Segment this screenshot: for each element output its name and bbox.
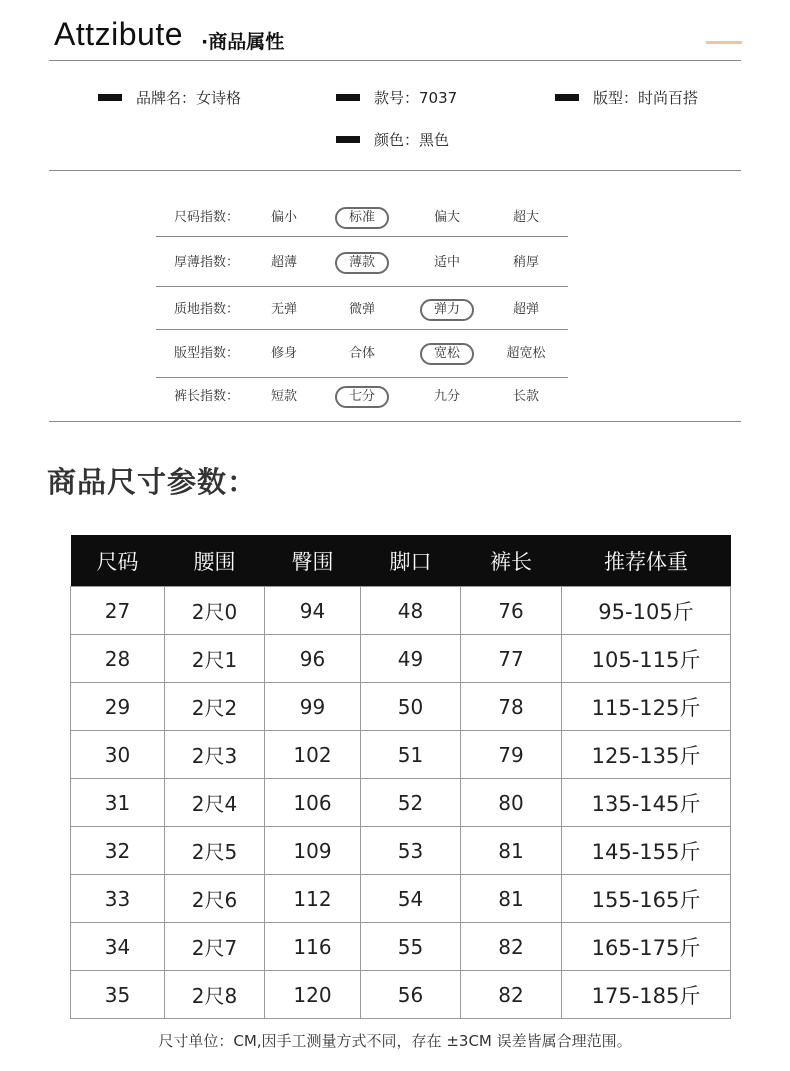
index-option-selected <box>329 375 395 419</box>
index-option <box>493 196 559 240</box>
table-row <box>71 587 731 635</box>
table-cell: 125-135斤 <box>562 731 731 779</box>
index-label: 版型指数： <box>174 346 240 361</box>
index-option <box>251 375 317 419</box>
table-cell: 2尺5 <box>165 827 265 875</box>
table-cell: 145-155斤 <box>562 827 731 875</box>
index-label: 厚薄指数： <box>174 255 240 270</box>
index-row <box>156 332 568 376</box>
table-cell: 106 <box>265 779 361 827</box>
table-cell: 155-165斤 <box>562 875 731 923</box>
table-cell: 82 <box>461 923 562 971</box>
index-option-label: 稍厚 <box>512 255 539 270</box>
table-cell: 48 <box>361 587 461 635</box>
attribute-brand <box>98 87 241 108</box>
table-header-cell: 推荐体重 <box>562 535 731 587</box>
index-row <box>156 375 568 419</box>
table-cell: 33 <box>71 875 165 923</box>
index-option-label: 修身 <box>270 346 297 361</box>
table-cell: 2尺4 <box>165 779 265 827</box>
table-cell: 109 <box>265 827 361 875</box>
attribute-fit <box>555 87 698 108</box>
table-cell: 54 <box>361 875 461 923</box>
index-row-divider <box>156 236 568 237</box>
accent-line <box>706 41 742 44</box>
attribute-style-number <box>336 87 457 108</box>
index-option <box>493 288 559 332</box>
table-cell: 2尺2 <box>165 683 265 731</box>
index-label: 质地指数： <box>174 302 240 317</box>
table-cell: 105-115斤 <box>562 635 731 683</box>
index-option <box>493 332 559 376</box>
bullet-bar-icon <box>336 136 360 143</box>
table-header-cell: 裤长 <box>461 535 562 587</box>
table-cell: 50 <box>361 683 461 731</box>
divider-index <box>49 421 741 422</box>
table-cell: 30 <box>71 731 165 779</box>
table-header-cell: 腰围 <box>165 535 265 587</box>
index-option <box>414 241 480 285</box>
table-row <box>71 731 731 779</box>
table-header-cell: 臀围 <box>265 535 361 587</box>
table-cell: 81 <box>461 827 562 875</box>
table-cell: 165-175斤 <box>562 923 731 971</box>
table-cell: 175-185斤 <box>562 971 731 1019</box>
table-row <box>71 779 731 827</box>
index-option <box>414 375 480 419</box>
index-option-label: 偏大 <box>433 210 460 225</box>
attribute-label: 版型：时尚百搭 <box>593 89 699 107</box>
table-cell: 53 <box>361 827 461 875</box>
index-option-label: 短款 <box>270 389 297 404</box>
index-option <box>251 196 317 240</box>
table-cell: 28 <box>71 635 165 683</box>
attribute-color <box>336 129 449 150</box>
index-option-selected <box>329 241 395 285</box>
index-option-selected <box>329 196 395 240</box>
index-label: 裤长指数： <box>174 389 240 404</box>
table-cell: 2尺6 <box>165 875 265 923</box>
index-row <box>156 196 568 240</box>
index-option-label: 七分 <box>335 386 389 408</box>
index-option-label: 超宽松 <box>506 346 546 361</box>
table-cell: 102 <box>265 731 361 779</box>
table-cell: 116 <box>265 923 361 971</box>
title-chinese: ·商品属性 <box>201 31 285 53</box>
index-option-label: 偏小 <box>270 210 297 225</box>
title-english: Attzibute <box>54 16 184 52</box>
table-cell: 56 <box>361 971 461 1019</box>
bullet-bar-icon <box>98 94 122 101</box>
index-option-label: 超大 <box>512 210 539 225</box>
index-option-label: 弹力 <box>420 299 474 321</box>
table-cell: 34 <box>71 923 165 971</box>
attribute-label: 颜色：黑色 <box>374 131 450 149</box>
table-cell: 82 <box>461 971 562 1019</box>
index-option-label: 宽松 <box>420 343 474 365</box>
index-option-label: 适中 <box>433 255 460 270</box>
table-cell: 99 <box>265 683 361 731</box>
table-cell: 112 <box>265 875 361 923</box>
table-cell: 80 <box>461 779 562 827</box>
table-cell: 76 <box>461 587 562 635</box>
index-option <box>329 332 395 376</box>
index-option <box>414 196 480 240</box>
bullet-bar-icon <box>555 94 579 101</box>
index-option-label: 长款 <box>512 389 539 404</box>
index-option-selected <box>414 332 480 376</box>
attribute-label: 品牌名：女诗格 <box>136 89 242 107</box>
index-option <box>251 241 317 285</box>
footnote: 尺寸单位：CM,因手工测量方式不同，存在 ±3CM 误差皆属合理范围。 <box>158 1032 632 1050</box>
table-cell: 2尺3 <box>165 731 265 779</box>
index-option <box>493 241 559 285</box>
table-cell: 32 <box>71 827 165 875</box>
index-row <box>156 288 568 332</box>
index-option-label: 微弹 <box>348 302 375 317</box>
index-option-label: 无弹 <box>270 302 297 317</box>
table-row <box>71 683 731 731</box>
divider-attributes <box>49 170 741 171</box>
table-cell: 95-105斤 <box>562 587 731 635</box>
index-option <box>493 375 559 419</box>
table-cell: 94 <box>265 587 361 635</box>
index-row-divider <box>156 286 568 287</box>
size-section-heading: 商品尺寸参数： <box>47 465 258 499</box>
table-cell: 79 <box>461 731 562 779</box>
table-cell: 2尺0 <box>165 587 265 635</box>
table-cell: 81 <box>461 875 562 923</box>
table-cell: 35 <box>71 971 165 1019</box>
table-cell: 77 <box>461 635 562 683</box>
attribute-label: 款号：7037 <box>374 89 458 107</box>
table-header-row <box>71 535 731 587</box>
index-option <box>251 288 317 332</box>
index-option <box>251 332 317 376</box>
table-row <box>71 971 731 1019</box>
bullet-bar-icon <box>336 94 360 101</box>
index-option-label: 薄款 <box>335 252 389 274</box>
table-cell: 27 <box>71 587 165 635</box>
index-row-divider <box>156 329 568 330</box>
table-cell: 96 <box>265 635 361 683</box>
index-option <box>329 288 395 332</box>
table-cell: 135-145斤 <box>562 779 731 827</box>
index-option-label: 超薄 <box>270 255 297 270</box>
table-header-cell: 尺码 <box>71 535 165 587</box>
table-cell: 2尺8 <box>165 971 265 1019</box>
index-option-label: 标准 <box>335 207 389 229</box>
index-option-label: 超弹 <box>512 302 539 317</box>
table-cell: 55 <box>361 923 461 971</box>
table-row <box>71 635 731 683</box>
table-row <box>71 923 731 971</box>
table-cell: 120 <box>265 971 361 1019</box>
index-option-label: 合体 <box>348 346 375 361</box>
index-option-selected <box>414 288 480 332</box>
index-option-label: 九分 <box>433 389 460 404</box>
size-table <box>70 535 731 1019</box>
table-cell: 115-125斤 <box>562 683 731 731</box>
table-cell: 49 <box>361 635 461 683</box>
index-row <box>156 241 568 285</box>
table-cell: 2尺7 <box>165 923 265 971</box>
table-cell: 78 <box>461 683 562 731</box>
divider-top <box>49 60 741 61</box>
table-row <box>71 875 731 923</box>
index-label: 尺码指数： <box>174 210 240 225</box>
table-row <box>71 827 731 875</box>
table-cell: 29 <box>71 683 165 731</box>
table-cell: 51 <box>361 731 461 779</box>
table-cell: 31 <box>71 779 165 827</box>
table-cell: 2尺1 <box>165 635 265 683</box>
table-cell: 52 <box>361 779 461 827</box>
index-row-divider <box>156 377 568 378</box>
table-header-cell: 脚口 <box>361 535 461 587</box>
